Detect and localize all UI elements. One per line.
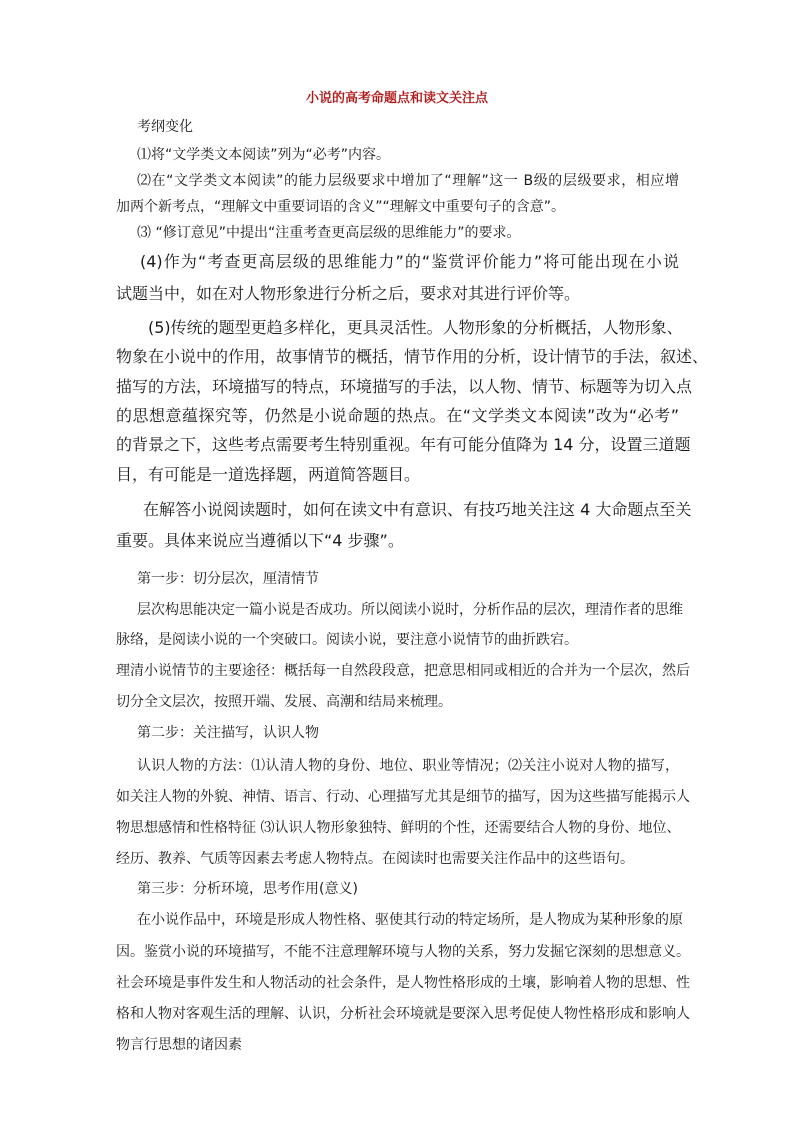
paragraph-line: ⑶ “修订意见”中提出“注重考查更高层级的思维能力”的要求。 — [137, 225, 521, 241]
paragraph-line: 描写的方法，环境描写的特点，环境描写的手法，以人物、情节、标题等为切入点 — [116, 377, 693, 396]
section-heading-syllabus-changes: 考纲变化 — [137, 119, 193, 135]
paragraph-line: ⑴将“文学类文本阅读”列为“必考”内容。 — [137, 147, 391, 163]
paragraph-line: 目，有可能是一道选择题，两道简答题目。 — [116, 465, 421, 484]
paragraph-line: 的思想意蕴探究等，仍然是小说命题的热点。在“文学类文本阅读”改为“必考” — [116, 406, 679, 425]
paragraph-line: 物言行思想的诸因素 — [116, 1037, 242, 1053]
paragraph-line: 物象在小说中的作用，故事情节的概括，情节作用的分析，设计情节的手法，叙述、 — [116, 347, 709, 366]
paragraph-line: 在解答小说阅读题时，如何在读文中有意识、有技巧地关注这 4 大命题点至关 — [143, 500, 692, 519]
paragraph-line: 层次构思能决定一篇小说是否成功。所以阅读小说时，分析作品的层次，理清作者的思维 — [137, 602, 683, 618]
step-heading-1: 第一步：切分层次，厘清情节 — [137, 571, 319, 587]
paragraph-line: 加两个新考点，“理解文中重要词语的含义”“理解文中重要句子的含意”。 — [116, 199, 566, 215]
step-heading-2: 第二步：关注描写，认识人物 — [137, 725, 319, 741]
paragraph-line: 格和人物对客观生活的理解、认识，分析社会环境就是要深入思考促使人物性格形成和影响人 — [116, 1006, 690, 1022]
document-title: 小说的高考命题点和读文关注点 — [305, 91, 488, 106]
paragraph-line: 的背景之下，这些考点需要考生特别重视。年有可能分值降为 14 分，设置三道题 — [116, 435, 691, 454]
paragraph-line: 重要。具体来说应当遵循以下“4 步骤”。 — [116, 531, 404, 550]
paragraph-line: 脉络，是阅读小说的一个突破口。阅读小说，要注意小说情节的曲折跌宕。 — [116, 632, 578, 648]
paragraph-line: 试题当中，如在对人物形象进行分析之后，要求对其进行评价等。 — [116, 284, 581, 303]
paragraph-line: (5)传统的题型更趋多样化，更具灵活性。人物形象的分析概括，人物形象、 — [148, 318, 683, 337]
paragraph-line: (4)作为“考查更高层级的思维能力”的“鉴赏评价能力”将可能出现在小说 — [140, 252, 679, 271]
paragraph-line: 因。鉴赏小说的环境描写，不能不注意理解环境与人物的关系，努力发掘它深刻的思想意义。 — [116, 944, 690, 960]
paragraph-line: 切分全文层次，按照开端、发展、高潮和结局来梳理。 — [116, 694, 452, 710]
paragraph-line: 物思想感情和性格特征 ⑶认识人物形象独特、鲜明的个性，还需要结合人物的身份、地位、 — [116, 820, 681, 836]
paragraph-line: 经历、教养、气质等因素去考虑人物特点。在阅读时也需要关注作品中的这些语句。 — [116, 851, 634, 867]
paragraph-line: 在小说作品中，环境是形成人物性格、驱使其行动的特定场所，是人物成为某种形象的原 — [137, 912, 683, 928]
step-heading-3: 第三步：分析环境，思考作用(意义) — [137, 881, 358, 897]
paragraph-line: ⑵在“文学类文本阅读”的能力层级要求中增加了“理解”这一 B级的层级要求，相应增 — [137, 173, 679, 189]
paragraph-line: 认识人物的方法：⑴认清人物的身份、地位、职业等情况；⑵关注小说对人物的描写， — [137, 758, 679, 774]
paragraph-line: 理清小说情节的主要途径：概括每一自然段段意，把意思相同或相近的合并为一个层次，然后 — [116, 663, 690, 679]
paragraph-line: 如关注人物的外貌、神情、语言、行动、心理描写尤其是细节的描写，因为这些描写能揭示人 — [116, 789, 690, 805]
paragraph-line: 社会环境是事件发生和人物活动的社会条件，是人物性格形成的土壤，影响着人物的思想、性 — [116, 975, 690, 991]
